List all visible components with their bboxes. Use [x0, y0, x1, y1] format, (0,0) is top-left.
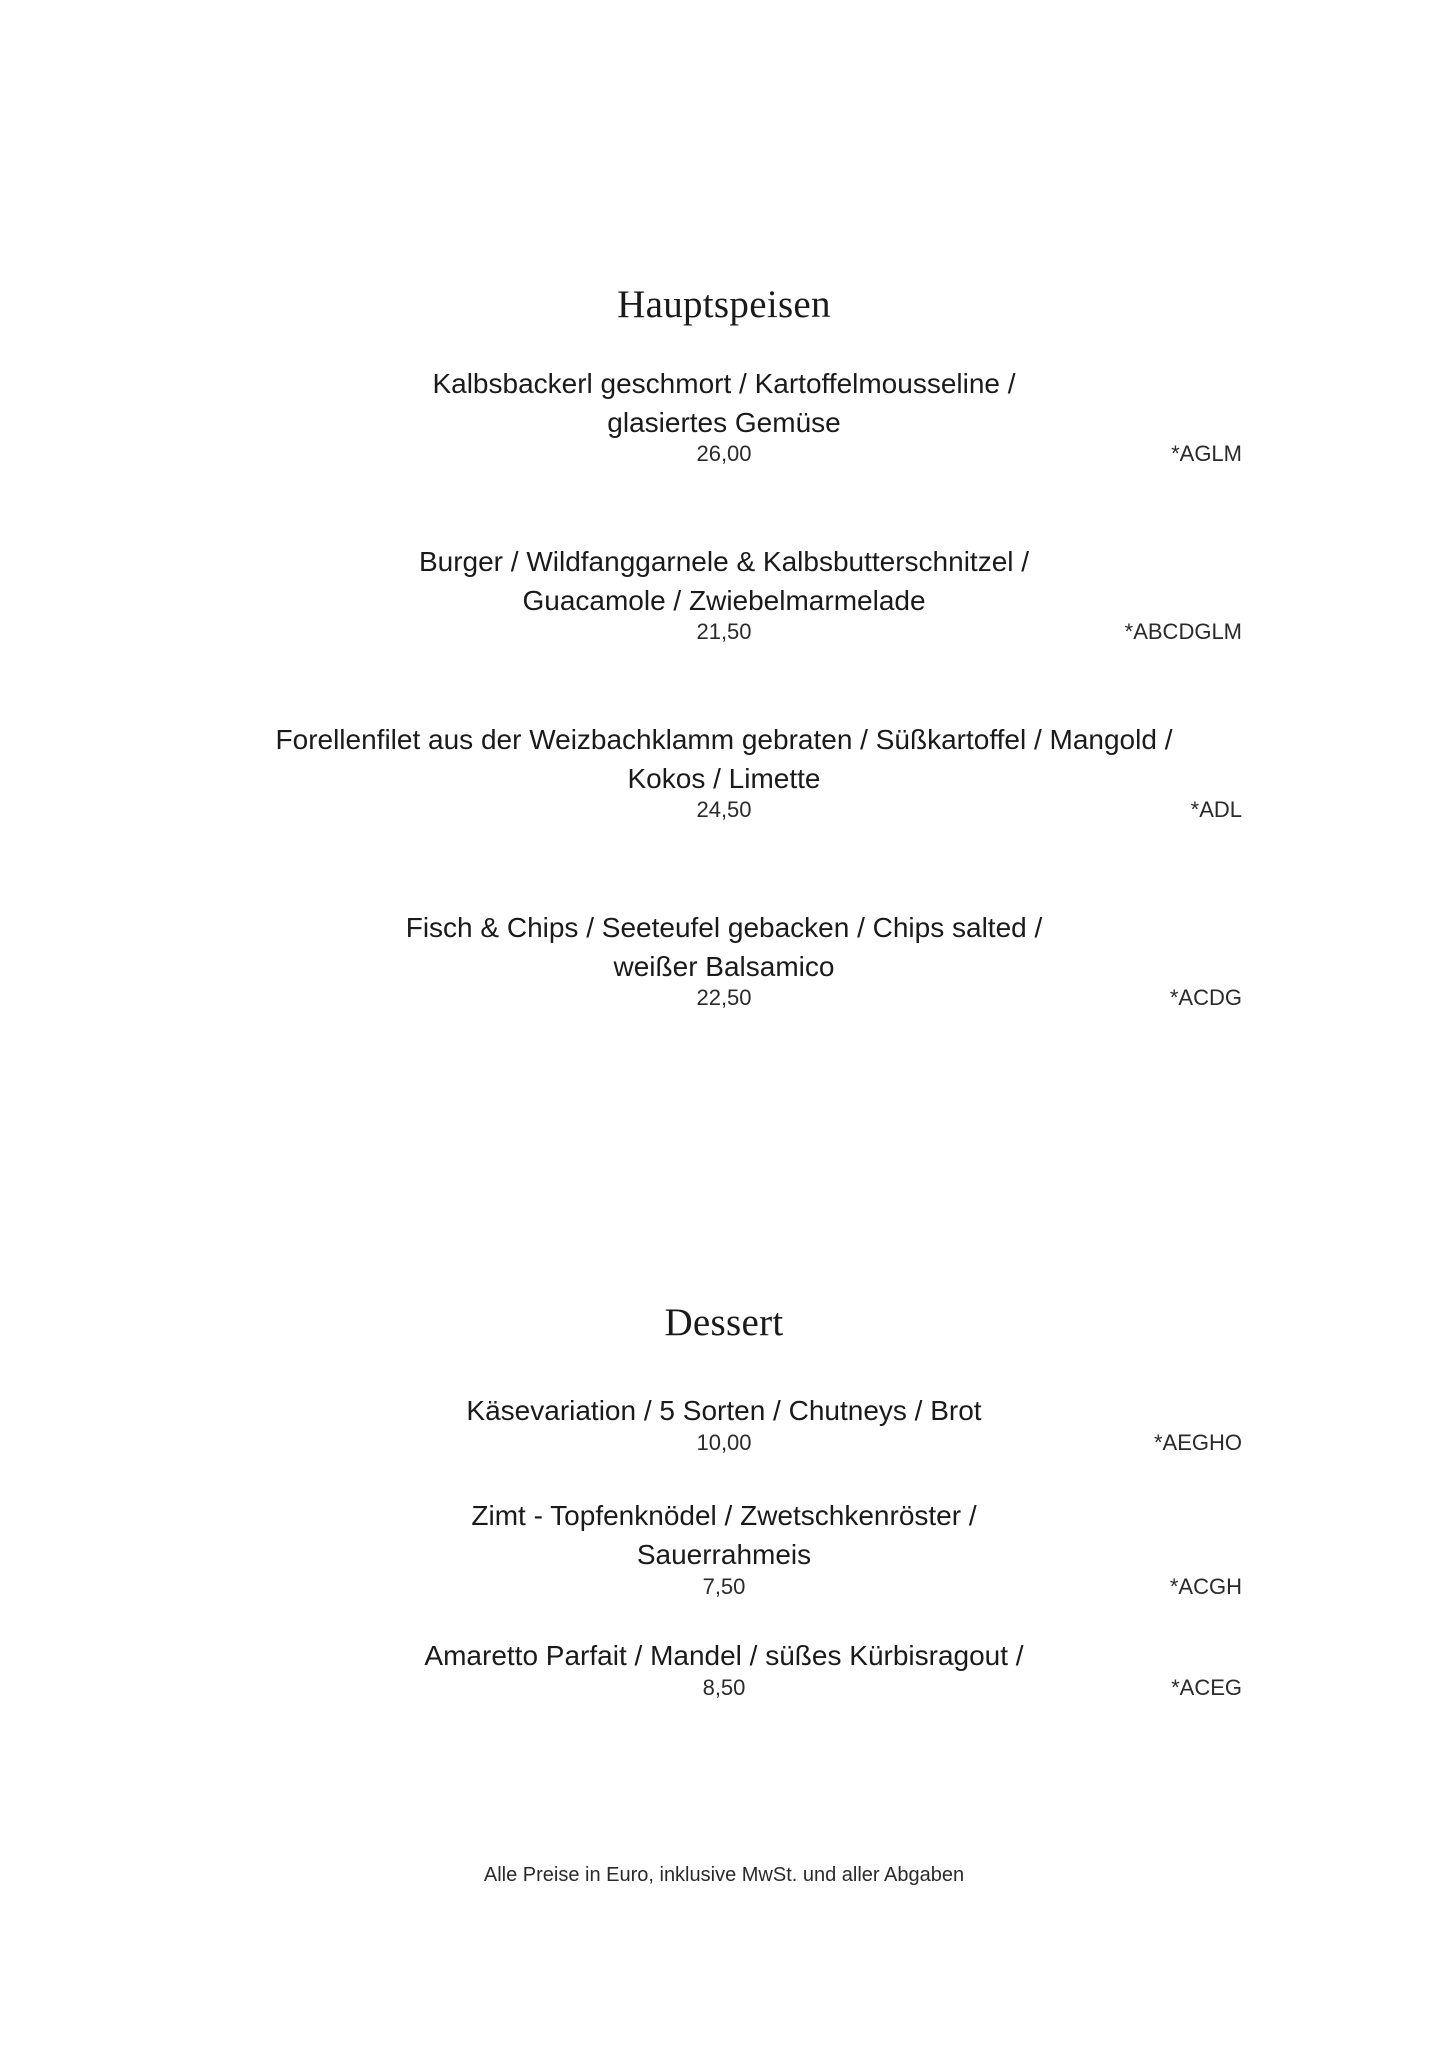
dish-name-line: Fisch & Chips / Seeteufel gebacken / Chips salted / [405, 912, 1043, 943]
dish-price: 26,00 [696, 441, 752, 466]
dish-allergens: *ACDG [1169, 985, 1242, 1010]
dish-name-line: Kalbsbackerl geschmort / Kartoffelmousseline / [432, 368, 1016, 399]
dish-name-line: Kokos / Limette [627, 763, 821, 794]
dish-name [174, 908, 1274, 986]
dish-name-line: Guacamole / Zwiebelmarmelade [522, 585, 926, 616]
dish-name-line: Burger / Wildfanggarnele & Kalbsbutterschnitzel / [418, 546, 1030, 577]
dish-price: 24,50 [696, 797, 752, 822]
dish-name [174, 364, 1274, 442]
section-title-dessert: Dessert [664, 1301, 784, 1344]
dish-name-line: glasiertes Gemüse [607, 407, 841, 438]
dish-name-line: Amaretto Parfait / Mandel / süßes Kürbisragout / [424, 1640, 1024, 1671]
dish-allergens: *AEGHO [1153, 1430, 1242, 1455]
dish-price: 21,50 [696, 619, 752, 644]
dish-allergens: *ACEG [1171, 1675, 1242, 1700]
dish-name-line: Käsevariation / 5 Sorten / Chutneys / Brot [466, 1395, 982, 1426]
dish-price: 8,50 [702, 1675, 746, 1700]
dish-allergens: *AGLM [1171, 441, 1242, 466]
dish-price: 22,50 [696, 985, 752, 1010]
footer-note: Alle Preise in Euro, inklusive MwSt. und aller Abgaben [483, 1864, 965, 1886]
section-title-main: Hauptspeisen [617, 283, 831, 326]
dish-name [174, 720, 1274, 798]
dish-name-line: weißer Balsamico [613, 951, 835, 982]
dish-price: 7,50 [702, 1574, 746, 1599]
dish-name-line: Sauerrahmeis [636, 1539, 812, 1570]
dish-name [174, 1391, 1274, 1430]
dish-allergens: *ACGH [1169, 1574, 1242, 1599]
dish-allergens: *ABCDGLM [1124, 619, 1242, 644]
dish-name [174, 1636, 1274, 1675]
dish-name-line: Forellenfilet aus der Weizbachklamm gebraten / Süßkartoffel / Mangold / [275, 724, 1173, 755]
dish-name [174, 1496, 1274, 1574]
dish-price: 10,00 [696, 1430, 752, 1455]
dish-allergens: *ADL [1190, 797, 1242, 822]
dish-name [174, 542, 1274, 620]
dish-name-line: Zimt - Topfenknödel / Zwetschkenröster / [471, 1500, 977, 1531]
